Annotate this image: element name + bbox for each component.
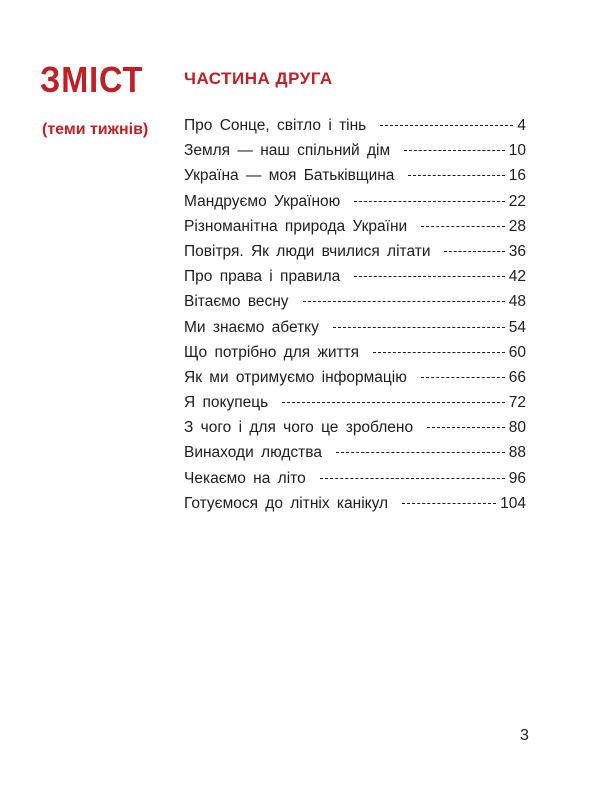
- toc-leader: [336, 452, 505, 453]
- toc-entry-title: Вітаємо весну: [184, 293, 289, 311]
- toc-leader: [320, 478, 505, 479]
- toc-entry-title: Я покупець: [184, 394, 269, 412]
- toc-entry: [184, 466, 526, 491]
- toc-entry-page: 28: [508, 217, 526, 235]
- toc-leader: [408, 175, 504, 176]
- toc-entry: [184, 189, 526, 214]
- toc-entry-page: 4: [517, 117, 526, 134]
- toc-entry-page: 42: [508, 268, 526, 286]
- toc-entry-title: Готуємося до літніх канікул: [184, 494, 389, 512]
- toc-entry: [184, 340, 526, 365]
- toc-entry-page: 104: [500, 494, 526, 512]
- toc-entry-page: 66: [508, 368, 526, 386]
- toc-leader: [333, 327, 505, 328]
- toc-entry-page: 16: [508, 167, 526, 185]
- toc-entry-page: 96: [508, 469, 526, 487]
- toc-leader: [380, 125, 513, 126]
- toc-entry-title: Чекаємо на літо: [184, 469, 306, 487]
- toc-entry: [184, 365, 526, 390]
- toc-entry-page: 36: [508, 242, 526, 260]
- toc-leader: [444, 251, 504, 252]
- toc-entry-page: 72: [508, 394, 526, 412]
- toc-entry-title: Ми знаємо абетку: [184, 318, 319, 336]
- toc-entry-page: 60: [508, 343, 526, 361]
- toc-leader: [404, 150, 505, 151]
- toc-entry: [184, 289, 526, 314]
- toc-entry-title: Про Сонце, світло і тінь: [184, 117, 367, 134]
- toc-entry: [184, 315, 526, 340]
- toc-leader: [282, 402, 505, 403]
- toc-entry: [184, 415, 526, 440]
- toc-entry-title: Мандруємо Україною: [184, 192, 341, 210]
- toc-entry: [184, 239, 526, 264]
- toc-entry-page: 10: [508, 142, 526, 160]
- toc-entry-title: Різноманітна природа України: [184, 217, 408, 235]
- toc-entry: [184, 138, 526, 163]
- toc-entry-title: Україна — моя Батьківщина: [184, 167, 395, 185]
- page-title: ЗМІСТ: [40, 59, 144, 100]
- toc-leader: [373, 352, 505, 353]
- toc-entry-page: 22: [508, 192, 526, 210]
- toc-leader: [303, 301, 505, 302]
- toc-entry: [184, 264, 526, 289]
- toc-entry: [184, 214, 526, 239]
- toc-leader: [427, 427, 505, 428]
- toc-entry-page: 88: [508, 444, 526, 462]
- toc-entry-title: Як ми отримуємо інформацію: [184, 368, 407, 386]
- toc-entry-page: 80: [508, 419, 526, 437]
- page-number: 3: [520, 727, 529, 744]
- part-title: ЧАСТИНА ДРУГА: [184, 69, 333, 88]
- toc-entry-page: 48: [508, 293, 526, 311]
- toc-entry-title: Винаходи людства: [184, 444, 322, 462]
- toc-entry-title: З чого і для чого це зроблено: [184, 419, 414, 437]
- toc-entry-title: Повітря. Як люди вчилися літати: [184, 242, 431, 260]
- toc-leader: [354, 276, 505, 277]
- toc-entry-title: Що потрібно для життя: [184, 343, 360, 361]
- toc-entry: [184, 163, 526, 188]
- table-of-contents: [184, 113, 526, 516]
- toc-entry-title: Про права і правила: [184, 268, 341, 286]
- toc-leader: [421, 377, 505, 378]
- toc-leader: [402, 503, 496, 504]
- toc-entry: [184, 440, 526, 465]
- toc-entry: [184, 113, 526, 138]
- page-subtitle: (теми тижнів): [42, 121, 149, 138]
- toc-entry: [184, 491, 526, 516]
- toc-entry-title: Земля — наш спільний дім: [184, 142, 391, 160]
- toc-leader: [354, 201, 504, 202]
- toc-leader: [421, 226, 505, 227]
- toc-entry: [184, 390, 526, 415]
- toc-entry-page: 54: [508, 318, 526, 336]
